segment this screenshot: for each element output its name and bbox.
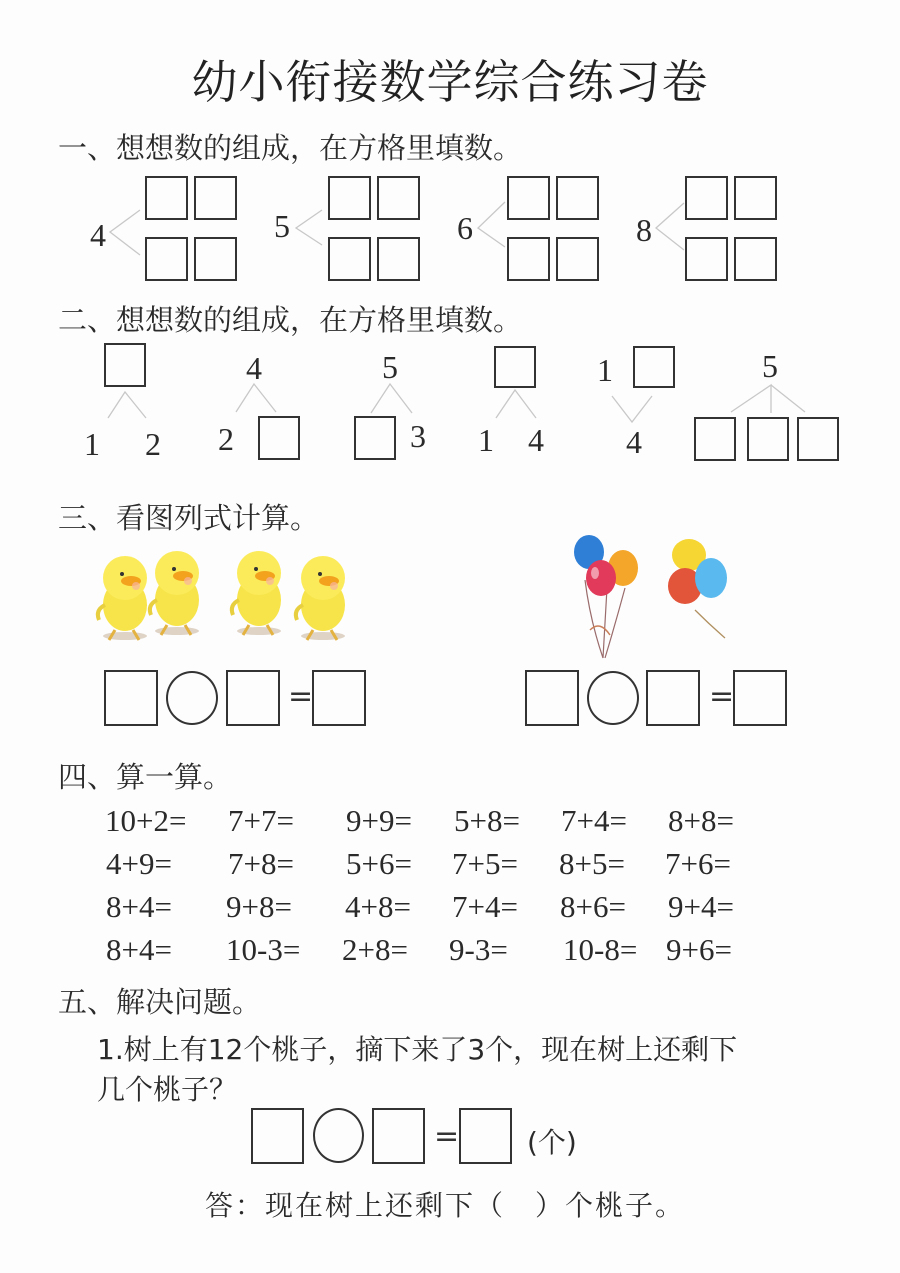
answer-box[interactable] [797, 417, 839, 461]
whole: 5 [382, 349, 398, 385]
calc-item: 8+4= [106, 932, 172, 967]
number-5: 5 [274, 208, 290, 244]
result-box[interactable] [459, 1108, 512, 1164]
answer-box[interactable] [145, 176, 188, 220]
calc-item: 9-3= [449, 932, 508, 967]
answer-box[interactable] [507, 237, 550, 281]
answer-box[interactable] [507, 176, 550, 220]
word-problem-line1: 1.树上有12个桃子，摘下来了3个，现在树上还剩下 [97, 1033, 738, 1066]
operand-box[interactable] [226, 670, 280, 726]
operator-circle[interactable] [587, 671, 639, 725]
section4-heading: 四、算一算。 [58, 760, 233, 794]
calc-item: 10-3= [226, 932, 301, 967]
section2-heading: 二、想想数的组成，在方格里填数。 [58, 303, 523, 337]
part-right: 3 [410, 418, 426, 454]
calc-item: 7+8= [228, 846, 294, 881]
answer-box[interactable] [328, 237, 371, 281]
whole: 5 [762, 348, 778, 384]
chick-icon [98, 556, 147, 640]
answer-box[interactable] [685, 176, 728, 220]
answer-box[interactable] [734, 237, 777, 281]
answer-box[interactable] [145, 237, 188, 281]
answer-box[interactable] [258, 416, 300, 460]
answer-box[interactable] [354, 416, 396, 460]
answer-box[interactable] [694, 417, 736, 461]
calc-item: 9+8= [226, 889, 292, 924]
balloons-illustration [565, 530, 745, 665]
word-problem-line2: 几个桃子？ [97, 1073, 238, 1106]
whole: 4 [626, 424, 642, 460]
chick-icon [232, 551, 281, 635]
calc-item: 4+8= [345, 889, 411, 924]
answer-box[interactable] [734, 176, 777, 220]
part-right: 2 [145, 426, 161, 462]
operand-box[interactable] [372, 1108, 425, 1164]
answer-box[interactable] [747, 417, 789, 461]
result-box[interactable] [733, 670, 787, 726]
answer-box[interactable] [685, 237, 728, 281]
calc-item: 10-8= [563, 932, 638, 967]
section5-heading: 五、解决问题。 [58, 985, 262, 1019]
calc-item: 9+6= [666, 932, 732, 967]
section3-heading: 三、看图列式计算。 [58, 501, 320, 535]
answer-box[interactable] [556, 176, 599, 220]
section1-heading: 一、想想数的组成，在方格里填数。 [58, 131, 523, 165]
worksheet-title: 幼小衔接数学综合练习卷 [191, 55, 709, 109]
answer-box[interactable] [377, 176, 420, 220]
part-left: 1 [478, 422, 494, 458]
calc-item: 2+8= [342, 932, 408, 967]
part-left: 1 [84, 426, 100, 462]
operand-box[interactable] [104, 670, 158, 726]
number-4: 4 [90, 217, 106, 253]
answer-box[interactable] [556, 237, 599, 281]
calc-item: 5+8= [454, 803, 520, 838]
calc-item: 7+6= [665, 846, 731, 881]
part-right: 4 [528, 422, 544, 458]
answer-box[interactable] [633, 346, 675, 388]
calc-item: 7+5= [452, 846, 518, 881]
equals-sign: = [434, 1119, 460, 1154]
calc-item: 10+2= [105, 803, 187, 838]
chick-icon [296, 556, 345, 640]
chicks-illustration [95, 545, 360, 645]
operator-circle[interactable] [166, 671, 218, 725]
answer-sentence: 答：现在树上还剩下（ ）个桃子。 [205, 1189, 686, 1222]
part-left: 2 [218, 421, 234, 457]
answer-box[interactable] [328, 176, 371, 220]
result-box[interactable] [312, 670, 366, 726]
operator-circle[interactable] [313, 1108, 364, 1163]
calc-item: 7+4= [452, 889, 518, 924]
calc-item: 9+9= [346, 803, 412, 838]
answer-box[interactable] [494, 346, 536, 388]
answer-box[interactable] [377, 237, 420, 281]
balloon-bunch-icon [574, 535, 638, 658]
number-6: 6 [457, 210, 473, 246]
balloon-bunch-icon [668, 539, 727, 638]
answer-box[interactable] [104, 343, 146, 387]
whole: 4 [246, 350, 262, 386]
equals-sign: = [709, 679, 735, 714]
chick-icon [150, 551, 199, 635]
unit-label: (个) [527, 1126, 577, 1159]
calc-item: 8+6= [560, 889, 626, 924]
part-known: 1 [597, 352, 613, 388]
operand-box[interactable] [251, 1108, 304, 1164]
number-8: 8 [636, 212, 652, 248]
calc-item: 5+6= [346, 846, 412, 881]
answer-box[interactable] [194, 237, 237, 281]
calc-item: 9+4= [668, 889, 734, 924]
calc-item: 8+5= [559, 846, 625, 881]
calc-item: 7+4= [561, 803, 627, 838]
calc-item: 8+8= [668, 803, 734, 838]
calc-item: 4+9= [106, 846, 172, 881]
operand-box[interactable] [525, 670, 579, 726]
equals-sign: = [288, 679, 314, 714]
operand-box[interactable] [646, 670, 700, 726]
calc-item: 8+4= [106, 889, 172, 924]
answer-box[interactable] [194, 176, 237, 220]
calc-item: 7+7= [228, 803, 294, 838]
